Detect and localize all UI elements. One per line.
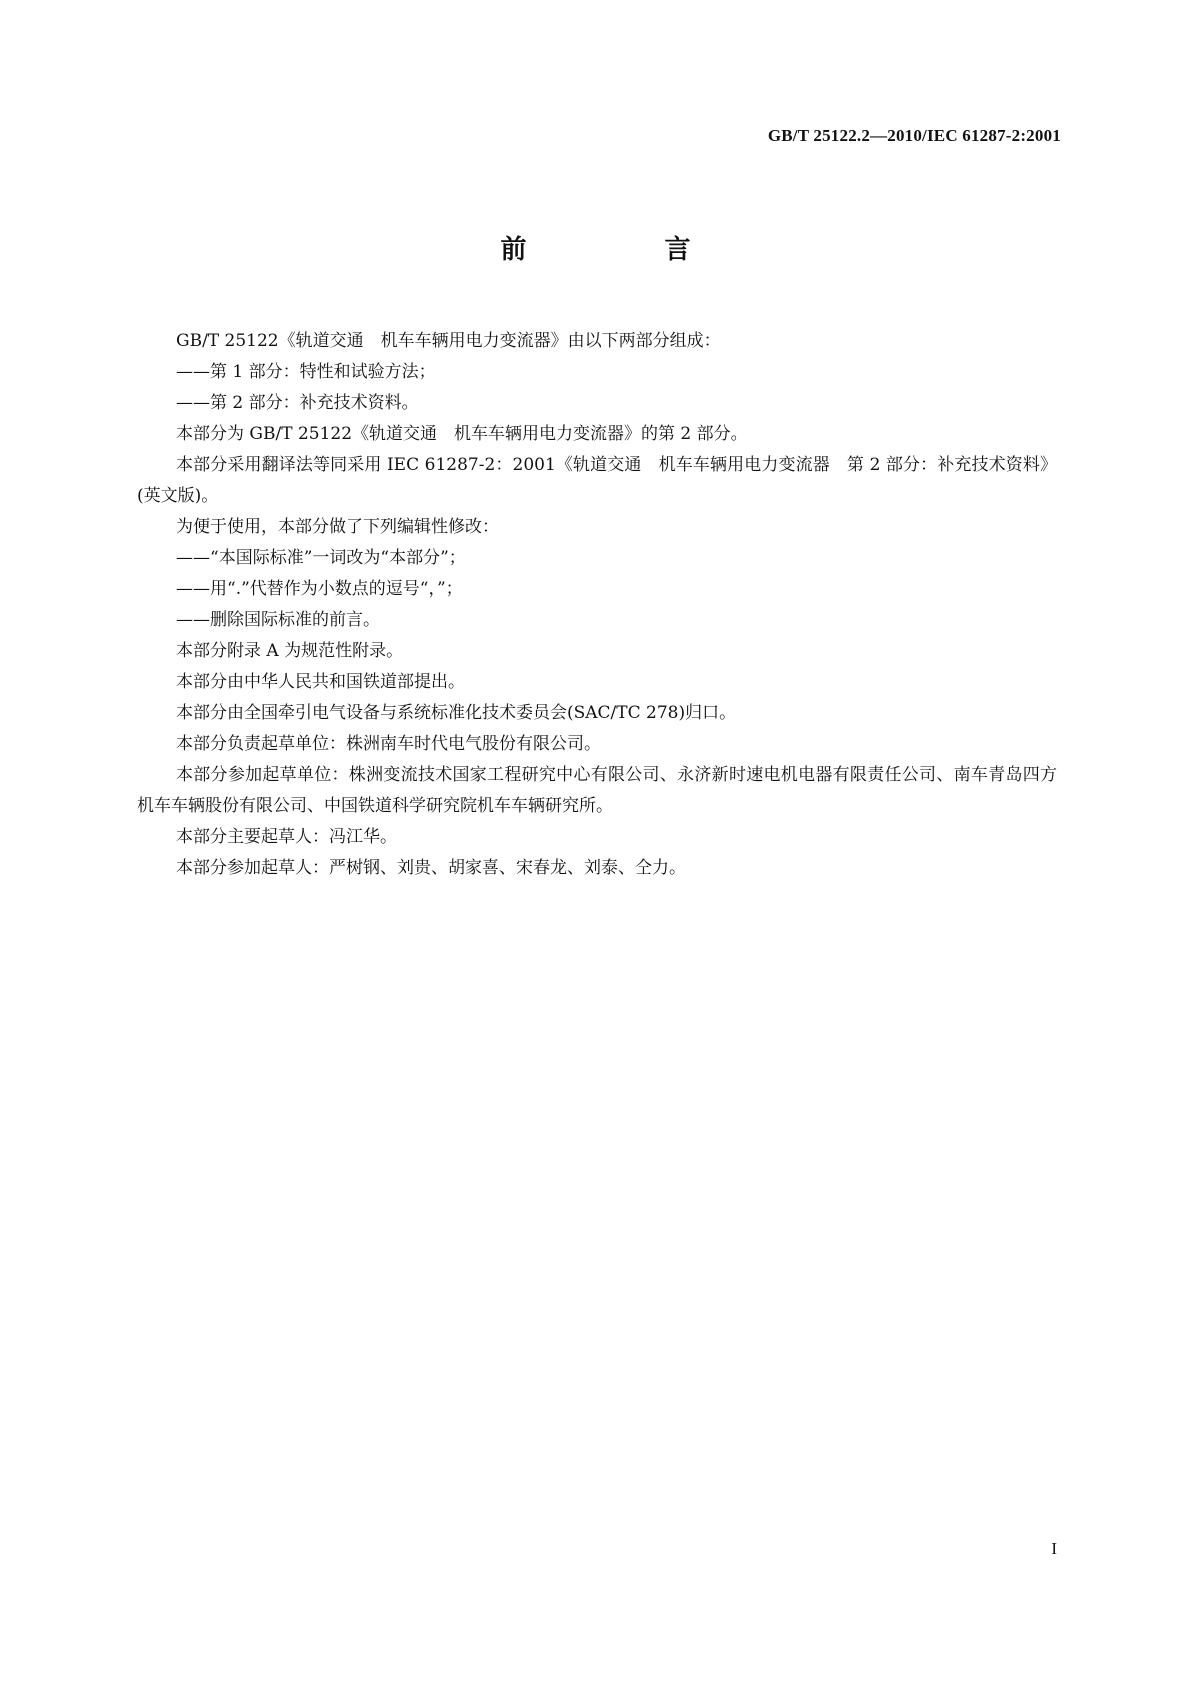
list-item-change-1: ——“本国际标准”一词改为“本部分”； xyxy=(176,548,466,568)
paragraph-participating-units: 本部分参加起草单位：株洲变流技术国家工程研究中心有限公司、永济新时速电机电器有限责任公司、南车青岛四方机车车辆股份有限公司、中国铁道科学研究院机车车辆研究所。 xyxy=(137,765,1057,816)
paragraph-annex: 本部分附录 A 为规范性附录。 xyxy=(176,641,404,661)
foreword-body xyxy=(137,326,1057,884)
paragraph-composition: GB/T 25122《轨道交通 机车车辆用电力变流器》由以下两部分组成： xyxy=(176,331,721,351)
paragraph-adoption: 本部分采用翻译法等同采用 IEC 61287-2：2001《轨道交通 机车车辆用电力变流器 第 2 部分：补充技术资料》(英文版)。 xyxy=(137,455,1057,506)
paragraph-this-part: 本部分为 GB/T 25122《轨道交通 机车车辆用电力变流器》的第 2 部分。 xyxy=(176,424,748,444)
paragraph-main-drafter: 本部分主要起草人：冯江华。 xyxy=(176,827,397,847)
list-item-change-2: ——用“.”代替作为小数点的逗号“，”； xyxy=(176,579,463,599)
list-item-part-2: ——第 2 部分：补充技术资料。 xyxy=(176,393,419,413)
page-title: 前 言 xyxy=(500,235,747,265)
list-item-change-3: ——删除国际标准的前言。 xyxy=(176,610,380,630)
paragraph-under-jurisdiction: 本部分由全国牵引电气设备与系统标准化技术委员会(SAC/TC 278)归口。 xyxy=(176,703,737,723)
standard-code-header: GB/T 25122.2—2010/IEC 61287-2:2001 xyxy=(767,126,1061,145)
paragraph-drafting-unit: 本部分负责起草单位：株洲南车时代电气股份有限公司。 xyxy=(176,734,601,754)
list-item-part-1: ——第 1 部分：特性和试验方法； xyxy=(176,362,436,382)
page-number: I xyxy=(1051,1539,1057,1558)
paragraph-proposed-by: 本部分由中华人民共和国铁道部提出。 xyxy=(176,672,465,692)
paragraph-participating-drafters: 本部分参加起草人：严树钢、刘贵、胡家喜、宋春龙、刘泰、仝力。 xyxy=(176,858,686,878)
paragraph-editorial-changes: 为便于使用，本部分做了下列编辑性修改： xyxy=(176,517,499,537)
